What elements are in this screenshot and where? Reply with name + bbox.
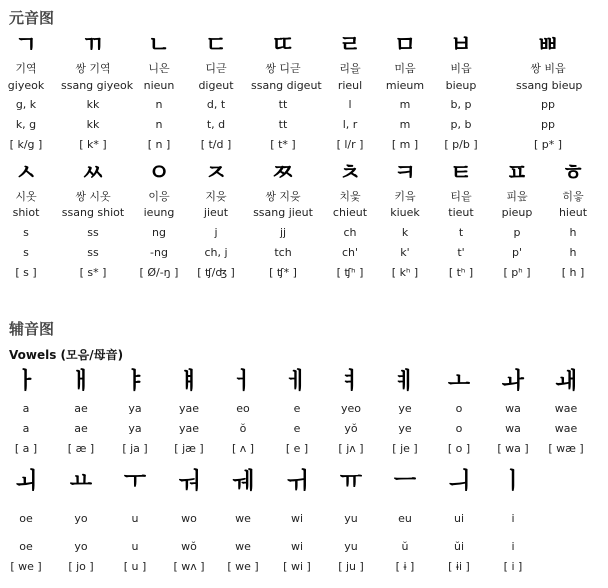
- consonant-name-en: nieun: [143, 79, 175, 92]
- consonant-rom1: tt: [278, 98, 288, 111]
- consonant-rom2: s: [23, 246, 29, 259]
- vowel-glyph: ㅢ: [447, 468, 471, 494]
- consonant-glyph: ㅊ: [338, 160, 362, 186]
- consonant-rom2: m: [399, 118, 411, 131]
- consonant-rom2: k, g: [15, 118, 37, 131]
- vowel-glyph-row: [0, 368, 608, 394]
- consonant-glyph: ㅃ: [536, 32, 560, 58]
- vowel-ipa: [ wʌ ]: [173, 560, 205, 573]
- consonant-rom1: d, t: [206, 98, 226, 111]
- consonant-rom1: ch: [343, 226, 357, 239]
- consonant-glyph-row: [0, 32, 608, 58]
- consonant-glyph: ㅆ: [81, 160, 105, 186]
- vowel-ipa: [ a ]: [14, 442, 38, 455]
- consonant-ipa: [ ʧ/ʤ ]: [197, 266, 235, 279]
- vowel-glyph: ㅚ: [14, 468, 38, 494]
- consonant-name-en: rieul: [337, 79, 363, 92]
- consonant-rom1: h: [569, 226, 577, 239]
- vowel-rom1: wi: [290, 512, 304, 525]
- vowel-rom2: yae: [178, 422, 200, 435]
- vowel-ipa: [ jæ ]: [174, 442, 204, 455]
- consonant-rom1: g, k: [15, 98, 37, 111]
- vowel-rom1: yae: [178, 402, 200, 415]
- consonant-glyph: ㅁ: [393, 32, 417, 58]
- consonant-name-ko: 기역: [15, 62, 37, 75]
- consonant-rom1: jj: [279, 226, 287, 239]
- vowel-rom1: ae: [74, 402, 88, 415]
- consonant-name-en: pieup: [501, 206, 533, 219]
- vowel-rom1: oe: [19, 512, 33, 525]
- vowel-glyph: ㅟ: [285, 468, 309, 494]
- vowel-ipa: [ jʌ ]: [338, 442, 364, 455]
- vowel-glyph: ㅡ: [393, 468, 417, 494]
- consonant-name-en: ssang jieut: [253, 206, 313, 219]
- consonant-rom1: j: [214, 226, 218, 239]
- consonant-rom1: m: [399, 98, 411, 111]
- vowel-ipa: [ je ]: [392, 442, 418, 455]
- consonant-ipa: [ kʰ ]: [391, 266, 419, 279]
- vowel-rom1: wae: [554, 402, 578, 415]
- consonant-glyph: ㅍ: [505, 160, 529, 186]
- vowel-rom1-row: [0, 506, 608, 532]
- consonant-glyph: ㅌ: [449, 160, 473, 186]
- consonant-name-ko: 쌍 디귿: [265, 62, 301, 75]
- consonant-glyph: ㅈ: [204, 160, 228, 186]
- consonant-name-ko: 쌍 지읒: [265, 190, 301, 203]
- consonant-ipa: [ k* ]: [79, 138, 107, 151]
- consonant-name-en: ssang bieup: [516, 79, 583, 92]
- vowel-glyph: ㅘ: [501, 368, 525, 394]
- vowel-rom1: a: [22, 402, 30, 415]
- vowel-rom2: wŏ: [181, 540, 197, 553]
- vowel-rom1: ui: [453, 512, 465, 525]
- vowel-ipa: [ we ]: [10, 560, 42, 573]
- vowel-ipa: [ wa ]: [497, 442, 529, 455]
- consonant-rom2: k': [400, 246, 410, 259]
- vowel-glyph: ㅛ: [69, 468, 93, 494]
- consonant-name-en: ssang shiot: [61, 206, 125, 219]
- consonant-name-en: kiuek: [390, 206, 420, 219]
- consonant-ipa: [ tʰ ]: [448, 266, 474, 279]
- consonant-name-ko: 미음: [394, 62, 416, 75]
- consonant-name-en: shiot: [12, 206, 40, 219]
- consonant-rom1: l: [348, 98, 352, 111]
- consonant-ipa: [ h ]: [561, 266, 585, 279]
- consonant-ipa: [ m ]: [391, 138, 419, 151]
- consonant-name-ko: 치읓: [339, 190, 361, 203]
- consonant-name-ko: 키읔: [394, 190, 416, 203]
- vowel-rom2: wa: [505, 422, 521, 435]
- consonant-rom2: p, b: [450, 118, 472, 131]
- vowel-rom1: u: [131, 512, 139, 525]
- vowel-ipa: [ o ]: [447, 442, 471, 455]
- consonant-glyph: ㅉ: [271, 160, 295, 186]
- consonant-glyph: ㅅ: [14, 160, 38, 186]
- vowel-rom1: eo: [236, 402, 250, 415]
- vowel-ipa: [ jo ]: [68, 560, 94, 573]
- vowel-rom2: ae: [74, 422, 88, 435]
- vowel-rom2: oe: [19, 540, 33, 553]
- vowel-glyph: ㅗ: [447, 368, 471, 394]
- consonant-ipa: [ Ø/-ŋ ]: [139, 266, 179, 279]
- consonant-name-ko: 시옷: [15, 190, 37, 203]
- consonant-rom1: p: [513, 226, 521, 239]
- vowel-glyph: ㅕ: [339, 368, 363, 394]
- vowels-subheading: Vowels (모음/母音): [9, 348, 124, 362]
- consonant-glyph: ㅇ: [147, 160, 171, 186]
- consonant-rom2: n: [155, 118, 163, 131]
- consonant-rom2: t': [457, 246, 465, 259]
- consonant-glyph-row: [0, 160, 608, 186]
- consonant-name-en: mieum: [385, 79, 425, 92]
- consonant-rom2: ch': [341, 246, 359, 259]
- consonant-glyph: ㅂ: [449, 32, 473, 58]
- vowel-ipa: [ æ ]: [67, 442, 95, 455]
- consonant-name-ko: 티읕: [450, 190, 472, 203]
- vowel-rom1: we: [235, 512, 251, 525]
- consonant-name-ko: 히읗: [562, 190, 584, 203]
- consonant-name-en: tieut: [448, 206, 474, 219]
- consonant-glyph: ㅋ: [393, 160, 417, 186]
- vowel-rom1: yu: [344, 512, 358, 525]
- vowel-rom1: o: [455, 402, 463, 415]
- consonant-name-ko: 디귿: [205, 62, 227, 75]
- vowel-ipa: [ ju ]: [338, 560, 364, 573]
- consonant-name-en: chieut: [332, 206, 368, 219]
- consonant-name-ko: 피읖: [506, 190, 528, 203]
- vowel-rom2: ya: [128, 422, 142, 435]
- consonant-rom2: kk: [86, 118, 100, 131]
- vowel-rom2: yŏ: [344, 422, 358, 435]
- consonants-heading: 元音图: [9, 9, 55, 27]
- consonant-ipa: [ pʰ ]: [503, 266, 531, 279]
- consonant-name-en: ssang giyeok: [61, 79, 134, 92]
- consonant-rom2: tt: [278, 118, 288, 131]
- vowel-glyph: ㅣ: [501, 468, 525, 494]
- consonant-ipa: [ ʧʰ ]: [336, 266, 364, 279]
- consonant-name-en: hieut: [558, 206, 588, 219]
- vowel-ipa: [ wi ]: [283, 560, 311, 573]
- consonant-ipa: [ s ]: [15, 266, 37, 279]
- consonant-rom1: b, p: [450, 98, 472, 111]
- consonant-name-ko: 이응: [148, 190, 170, 203]
- consonant-glyph: ㄱ: [14, 32, 38, 58]
- vowel-ipa-row: [0, 436, 608, 462]
- vowel-glyph-row: [0, 468, 608, 494]
- vowel-rom2: ŭ: [401, 540, 409, 553]
- vowel-glyph: ㅞ: [231, 468, 255, 494]
- consonant-ipa: [ s* ]: [79, 266, 107, 279]
- vowel-glyph: ㅏ: [14, 368, 38, 394]
- vowel-rom1: ye: [398, 402, 412, 415]
- vowel-rom1: eu: [398, 512, 412, 525]
- vowel-glyph: ㅝ: [177, 468, 201, 494]
- vowel-ipa: [ e ]: [285, 442, 309, 455]
- vowel-ipa: [ u ]: [123, 560, 147, 573]
- vowel-ipa: [ we ]: [227, 560, 259, 573]
- vowel-ipa: [ wæ ]: [548, 442, 584, 455]
- consonant-name-en: jieut: [203, 206, 229, 219]
- consonant-ipa-row: [0, 260, 608, 286]
- consonant-rom1: k: [401, 226, 409, 239]
- vowel-rom1: wa: [505, 402, 521, 415]
- consonant-rom1: t: [458, 226, 464, 239]
- vowel-glyph: ㅑ: [123, 368, 147, 394]
- vowel-rom2: ŭi: [453, 540, 465, 553]
- vowel-ipa: [ ɨi ]: [448, 560, 470, 573]
- consonant-name-en: bieup: [445, 79, 477, 92]
- consonant-ipa: [ l/r ]: [336, 138, 364, 151]
- vowel-rom2: a: [22, 422, 30, 435]
- consonant-ipa: [ k/g ]: [9, 138, 43, 151]
- vowel-glyph: ㅔ: [285, 368, 309, 394]
- consonant-name-ko: 지읒: [205, 190, 227, 203]
- consonant-rom2: p': [511, 246, 522, 259]
- consonant-rom1: kk: [86, 98, 100, 111]
- vowel-glyph: ㅜ: [123, 468, 147, 494]
- vowel-glyph: ㅙ: [554, 368, 578, 394]
- consonant-name-ko: 니은: [148, 62, 170, 75]
- consonant-rom2: t, d: [206, 118, 226, 131]
- vowel-glyph: ㅐ: [69, 368, 93, 394]
- consonant-rom2: ss: [87, 246, 99, 259]
- consonant-name-ko: 쌍 기역: [75, 62, 111, 75]
- vowel-rom2: ŏ: [239, 422, 247, 435]
- vowel-rom2: i: [511, 540, 515, 553]
- vowel-rom2: yo: [74, 540, 88, 553]
- consonant-rom1: s: [23, 226, 29, 239]
- vowel-rom1: i: [511, 512, 515, 525]
- vowel-glyph: ㅠ: [339, 468, 363, 494]
- consonant-glyph: ㄷ: [204, 32, 228, 58]
- vowel-glyph: ㅖ: [393, 368, 417, 394]
- vowel-rom2: yu: [344, 540, 358, 553]
- consonant-name-en: giyeok: [7, 79, 45, 92]
- vowel-ipa-row: [0, 554, 608, 580]
- vowel-rom1: yeo: [340, 402, 361, 415]
- consonant-name-en: digeut: [198, 79, 234, 92]
- consonant-ipa: [ t/d ]: [200, 138, 232, 151]
- consonant-rom2: h: [569, 246, 577, 259]
- vowel-rom2: ye: [398, 422, 412, 435]
- vowel-rom2: wae: [554, 422, 578, 435]
- vowel-ipa: [ ʌ ]: [231, 442, 255, 455]
- consonant-name-ko: 리을: [339, 62, 361, 75]
- vowel-rom2: wi: [290, 540, 304, 553]
- consonant-glyph: ㄹ: [338, 32, 362, 58]
- vowel-ipa: [ ja ]: [122, 442, 148, 455]
- vowel-ipa: [ i ]: [503, 560, 523, 573]
- consonant-rom1: ss: [87, 226, 99, 239]
- consonant-rom1: pp: [541, 98, 555, 111]
- consonant-rom2: tch: [274, 246, 292, 259]
- consonant-glyph: ㅎ: [561, 160, 585, 186]
- vowel-rom2: e: [293, 422, 301, 435]
- vowel-rom1: ya: [128, 402, 142, 415]
- consonant-name-en: ssang digeut: [251, 79, 322, 92]
- consonant-ipa: [ ʧ* ]: [269, 266, 297, 279]
- vowel-rom1: wo: [181, 512, 197, 525]
- consonant-name-ko: 비읍: [450, 62, 472, 75]
- consonant-rom2: pp: [541, 118, 555, 131]
- vowel-glyph: ㅓ: [231, 368, 255, 394]
- consonant-glyph: ㄴ: [147, 32, 171, 58]
- consonant-glyph: ㄸ: [271, 32, 295, 58]
- consonant-rom1: n: [155, 98, 163, 111]
- vowel-glyph: ㅒ: [177, 368, 201, 394]
- consonant-ipa-row: [0, 132, 608, 158]
- vowel-rom2: we: [235, 540, 251, 553]
- consonant-ipa: [ p* ]: [533, 138, 563, 151]
- consonant-name-ko: 쌍 시옷: [75, 190, 111, 203]
- vowel-rom2: o: [455, 422, 463, 435]
- consonant-glyph: ㄲ: [81, 32, 105, 58]
- consonant-rom2: l, r: [342, 118, 358, 131]
- consonant-ipa: [ n ]: [147, 138, 171, 151]
- consonant-rom1: ng: [152, 226, 166, 239]
- consonant-rom2: ch, j: [204, 246, 228, 259]
- vowel-rom1: e: [293, 402, 301, 415]
- consonant-name-en: ieung: [143, 206, 175, 219]
- vowels-heading: 辅音图: [9, 320, 55, 338]
- vowel-rom1: yo: [74, 512, 88, 525]
- vowel-ipa: [ ɨ ]: [395, 560, 415, 573]
- consonant-ipa: [ t* ]: [270, 138, 296, 151]
- vowel-rom2: u: [131, 540, 139, 553]
- consonant-ipa: [ p/b ]: [444, 138, 478, 151]
- consonant-name-ko: 쌍 비읍: [530, 62, 566, 75]
- consonant-rom2: -ng: [150, 246, 168, 259]
